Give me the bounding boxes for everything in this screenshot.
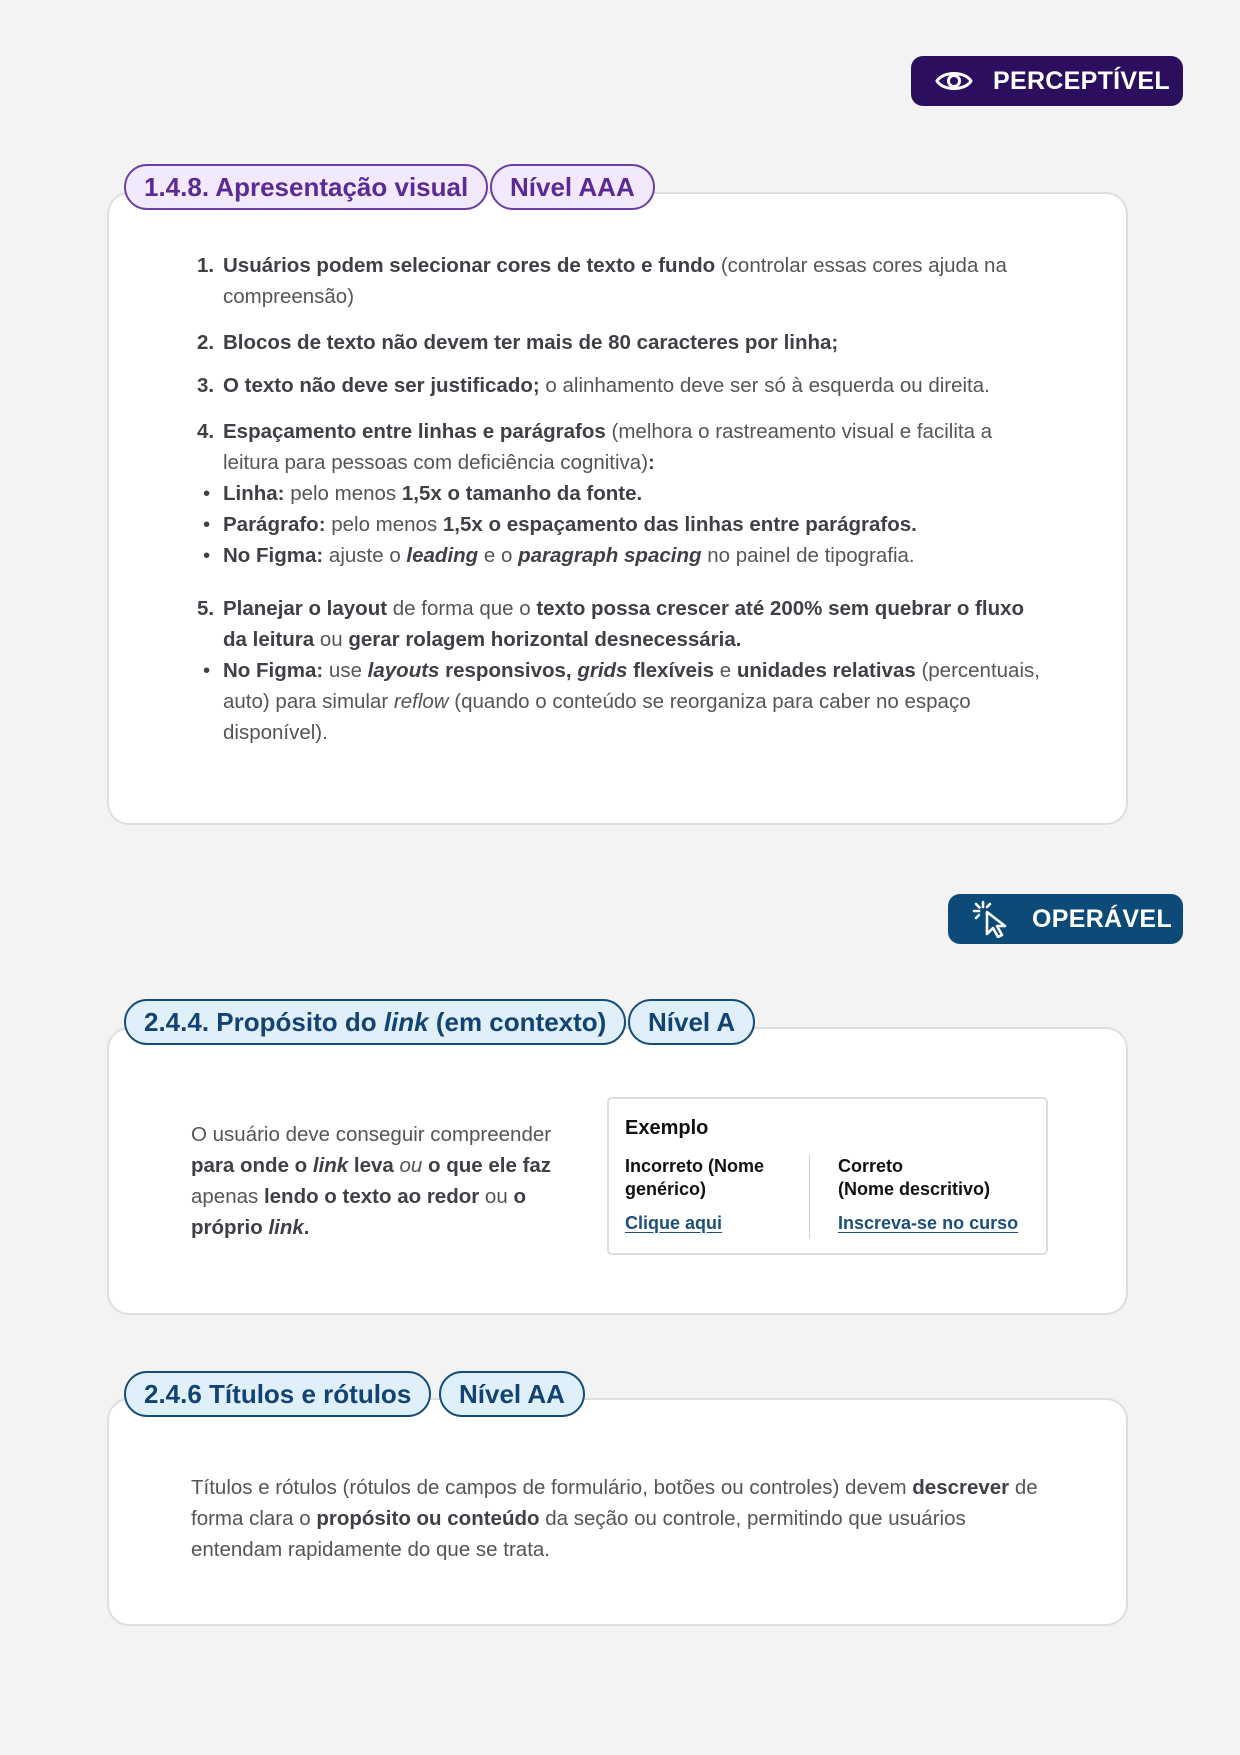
section-title-244: 2.4.4. Propósito do link (em contexto) [124,999,626,1045]
section-title-246: 2.4.6 Títulos e rótulos [124,1371,431,1417]
criteria-list [197,250,1047,748]
bullet-item-figma-typography: • No Figma: ajuste o leading e o paragraph spacing no painel de tipografia. [203,544,915,567]
bullet-item-figma-layout: • No Figma: use layouts responsivos, grids flexíveis e unidades relativas (percentuais, auto) para simular reflow (quando o conteúdo se reorganiza para caber no espaço disponível). [203,659,1040,744]
section-title-148: 1.4.8. Apresentação visual [124,164,488,210]
operavel-label: OPERÁVEL [1032,904,1172,933]
eye-icon [935,67,973,95]
correct-example-link[interactable]: Inscreva-se no curso [838,1213,1019,1233]
cursor-click-icon [972,900,1012,938]
bullet-item-paragraph: • Parágrafo: pelo menos 1,5x o espaçamento das linhas entre parágrafos. [203,513,917,536]
list-item-2: 2. Blocos de texto não devem ter mais de 80 caracteres por linha; [197,331,839,354]
section-card-148 [107,192,1128,825]
operavel-tag [948,894,1183,944]
perceptivel-label: PERCEPTÍVEL [993,66,1170,95]
incorrect-example-link[interactable]: Clique aqui [625,1213,723,1233]
example-divider [809,1155,810,1239]
list-item-5: 5. Planejar o layout de forma que o texto possa crescer até 200% sem quebrar o fluxo da leitura ou gerar rolagem horizontal desnecessária. [197,597,1025,651]
level-badge-aaa: Nível AAA [490,164,655,210]
section-244-description: O usuário deve conseguir compreender para onde o link leva ou o que ele faz apenas lendo o texto ao redor ou o próprio link. [191,1123,552,1239]
section-card-244 [107,1027,1128,1315]
section-246-description: Títulos e rótulos (rótulos de campos de formulário, botões ou controles) devem descrever de forma clara o propósito ou conteúdo da seção ou controle, permitindo que usuários entendam rapidamente do que se trata. [191,1476,1038,1561]
example-title: Exemplo [625,1117,709,1139]
section-card-246 [107,1398,1128,1626]
list-item-4: 4. Espaçamento entre linhas e parágrafos (melhora o rastreamento visual e facilita a leitura para pessoas com deficiência cognitiva): [197,420,993,474]
example-box [607,1097,1048,1255]
list-item-3: 3. O texto não deve ser justificado; o alinhamento deve ser só à esquerda ou direita. [197,374,990,397]
incorrect-label: Incorreto (Nome genérico) [625,1156,765,1199]
correct-label: Correto (Nome descritivo) [838,1156,991,1199]
list-item-1: 1. Usuários podem selecionar cores de texto e fundo (controlar essas cores ajuda na compreensão) [197,254,1007,308]
level-badge-a: Nível A [628,999,755,1045]
bullet-item-line: • Linha: pelo menos 1,5x o tamanho da fonte. [203,482,643,505]
level-badge-aa: Nível AA [439,1371,585,1417]
perceptivel-tag [911,56,1183,106]
